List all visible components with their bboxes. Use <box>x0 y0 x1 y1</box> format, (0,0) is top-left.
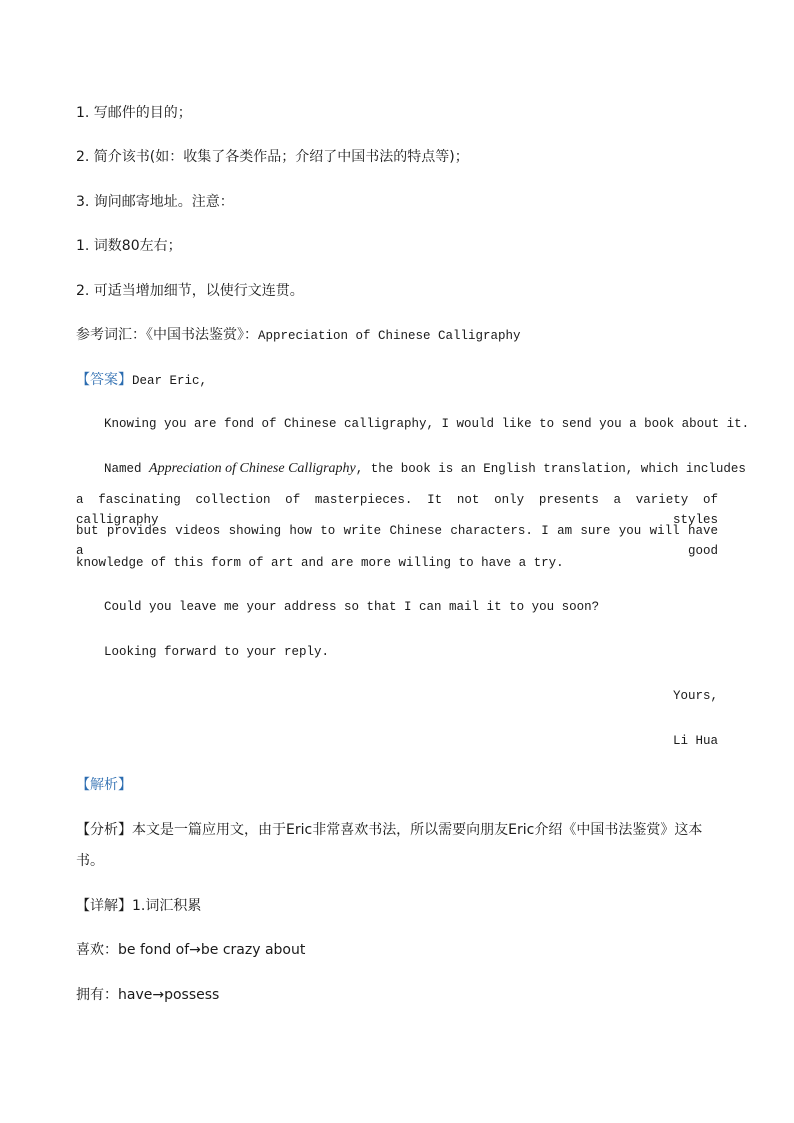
answer-header <box>76 370 718 391</box>
xiangjie-title: 1.词汇积累 <box>132 898 202 914</box>
letter-paragraph-1: Knowing you are fond of Chinese calligraphy, I would like to send you a book about it. <box>104 417 750 431</box>
requirement-item-3: 3. 询问邮寄地址。注意： <box>76 194 234 210</box>
analysis-tag: 【解析】 <box>76 777 132 793</box>
letter-closing: Yours, <box>672 689 718 703</box>
book-title: Appreciation of Chinese Calligraphy <box>149 461 356 476</box>
xiangjie-tag: 【详解】 <box>76 898 132 914</box>
analysis-fenxi-line-1 <box>76 820 718 841</box>
p2-rest: , the book is an English translation, which includes <box>355 462 746 476</box>
note-item-1: 1. 词数80左右； <box>76 238 182 254</box>
analysis-xiangjie <box>76 896 718 917</box>
letter-paragraph-2-line-2: a fascinating collection of masterpieces. It not only presents a variety of calligraphy styles <box>76 493 718 527</box>
letter-greeting: Dear Eric, <box>132 374 208 388</box>
note-item-2: 2. 可适当增加细节，以使行文连贯。 <box>76 283 304 299</box>
fenxi-tag: 【分析】 <box>76 822 132 838</box>
p2-lead: Named <box>104 462 150 476</box>
vocab-english: Appreciation of Chinese Calligraphy <box>258 329 521 343</box>
analysis-fenxi-line-2: 书。 <box>76 853 104 869</box>
vocab-item-1: 喜欢：be fond of→be crazy about <box>76 942 306 958</box>
letter-paragraph-2-line-4: knowledge of this form of art and are more willing to have a try. <box>76 556 564 570</box>
vocab-item-2: 拥有：have→possess <box>76 987 220 1003</box>
vocab-label: 参考词汇：《中国书法鉴赏》： <box>76 327 258 343</box>
requirement-item-1: 1. 写邮件的目的； <box>76 105 192 121</box>
letter-paragraph-3: Could you leave me your address so that I can mail it to you soon? <box>104 600 600 614</box>
letter-paragraph-4: Looking forward to your reply. <box>104 645 330 659</box>
letter-paragraph-2-line-3: but provides videos showing how to write Chinese characters. I am sure you will have a good <box>76 524 718 558</box>
vocab-reference <box>76 325 718 346</box>
letter-paragraph-2-line-1 <box>104 459 746 479</box>
requirement-item-2: 2. 简介该书(如：收集了各类作品；介绍了中国书法的特点等)； <box>76 149 469 165</box>
fenxi-text: 本文是一篇应用文，由于Eric非常喜欢书法，所以需要向朋友Eric介绍《中国书法鉴赏》这本 <box>132 822 703 838</box>
letter-signature: Li Hua <box>672 734 718 748</box>
answer-tag: 【答案】 <box>76 372 132 388</box>
